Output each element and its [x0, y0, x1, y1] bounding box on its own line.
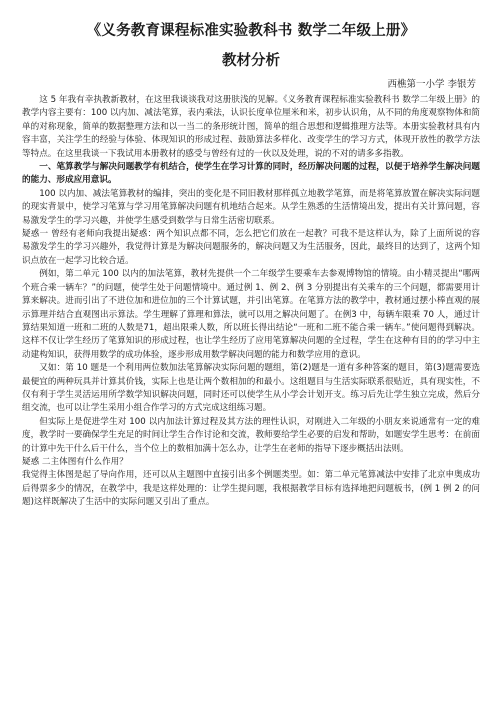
paragraph: 这 5 年我有幸执教新教材，在这里我谈谈我对这册肤浅的见解。《义务教育课程标准实验教科书 数学二年级上册》的教学内容主要有：100 以内加、减法笔算，表内乘法，认识长度单位厘米和米，初步认识角，从不同的角度观察物体和简单的对称现象，简单的数据整理方法和以一当二的条形统计图，简单的组合思想和逻辑推理方法等。本册实验教材具有内容丰富，关注学生的经验与体验、体现知识的形成过程、鼓励算法多样化、改变学生的学习方式，体现开放性的教学方法等特点。在这里我谈一下我试用本册教材的感受与曾经有过的一伙以及处理，说的不对的请多多指教。: [22, 95, 480, 159]
author-line: 西樵第一小学 李银芳: [387, 79, 476, 90]
paragraph: 又如：第 10 题是一个利用两位数加法笔算解决实际问题的题组，第(2)题是一道有多种答案的题目，第(3)题需要选最便宜的两种玩具并计算其价钱，实际上也是让两个数相加的和最小。这组题目与生活实际联系很贴近，具有现实性，不仅有利于学生灵活运用所学数学知识解决问题，同时还可以使学生从小学会计划开支。练习后先让学生独立完成，然后分组交流，也可以让学生采用小组合作学习的方式完成这组练习题。: [22, 363, 480, 414]
paragraph: 一、笔算教学与解决问题教学有机结合，使学生在学习计算的同时，经历解决问题的过程，以便于培养学生解决问题的能力、形成应用意识。: [22, 162, 480, 186]
paragraph: 我觉得主体图是起了导向作用，还可以从主题图中直接引出多个例题类型。如：第二单元笔算减法中安排了北京申奥成功后得票多少的情况，在教学中，我是这样处理的：让学生提问题，我根据教学目标有选择地把问题板书，(例 1 例 2 的问题)这样既解决了生活中的实际问题又引出了重点。: [22, 470, 480, 508]
paragraph: 100 以内加、减法笔算教材的编排，突出的变化是不同旧教材那样孤立地教学笔算，而是将笔算放置在解决实际问题的现实背景中，使学习笔算与学习用笔算解决问题有机地结合起来。从学生熟悉的生活情境出发，提出有关计算问题，容易激发学生的学习兴趣，并使学生感受到数学与日常生活密切联系。: [22, 188, 480, 226]
paragraph: 疑惑 二主体图有什么作用？: [22, 456, 128, 467]
paragraph: 疑惑一 曾经有老师向我提出疑惑：两个知识点都不同，怎么把它们放在一起教？可我不是这样认为，除了上面所说的容易激发学生的学习兴趣外，我觉得计算是为解决问题服务的，解决问题又为生活服务，因此，最终目的达到了，这两个知识点放在一起学习比较合适。: [22, 229, 480, 266]
document-body: [22, 94, 480, 510]
document-title: 《义务教育课程标准实验教科书 数学二年级上册》: [86, 23, 416, 39]
paragraph: 例如，第二单元 100 以内的加法笔算，教材先提供一个二年级学生要乘车去参观博物馆的情境。由小精灵提出“哪两个班合乘一辆车？”的问题，使学生处于问题情境中。通过例 1、例 2、例 3 分别提出有关乘车的三个问题，都需要用计算来解决。进而引出了不进位加和进位加的三个计算试题，并引出笔算。在笔算方法的教学中，教材通过摆小棒直观的展示算理并结合直观图出示算法。学生理解了算理和算法，就可以用之解决问题了。在例3 中，每辆车限乘 70 人，通过计算结果知道一班和二班的人数是71，超出限乘人数，所以班长得出结论“一班和二班不能合乘一辆车。”使问题得到解决。这样不仅让学生经历了笔算知识的形成过程，也让学生经历了应用笔算解决问题的全过程，学生在这种有目的的学习中主动建构知识，获得用数学的成功体验，逐步形成用数学解决问题的能力和数学应用的意识。: [22, 269, 480, 360]
paragraph: 但实际上是促进学生对 100 以内加法计算过程及其方法的理性认识，对刚进入二年级的小朋友来说通常有一定的难度，教学时一要确保学生充足的时间让学生合作讨论和交流，教师要给学生必要的启发和帮助，如题安学生思考：在前面的计算中先干什么后干什么，当个位上的数相加满十怎么办，让学生在老师的指导下逐步概括出法则。: [22, 416, 480, 454]
document-subtitle: 教材分析: [222, 53, 280, 69]
